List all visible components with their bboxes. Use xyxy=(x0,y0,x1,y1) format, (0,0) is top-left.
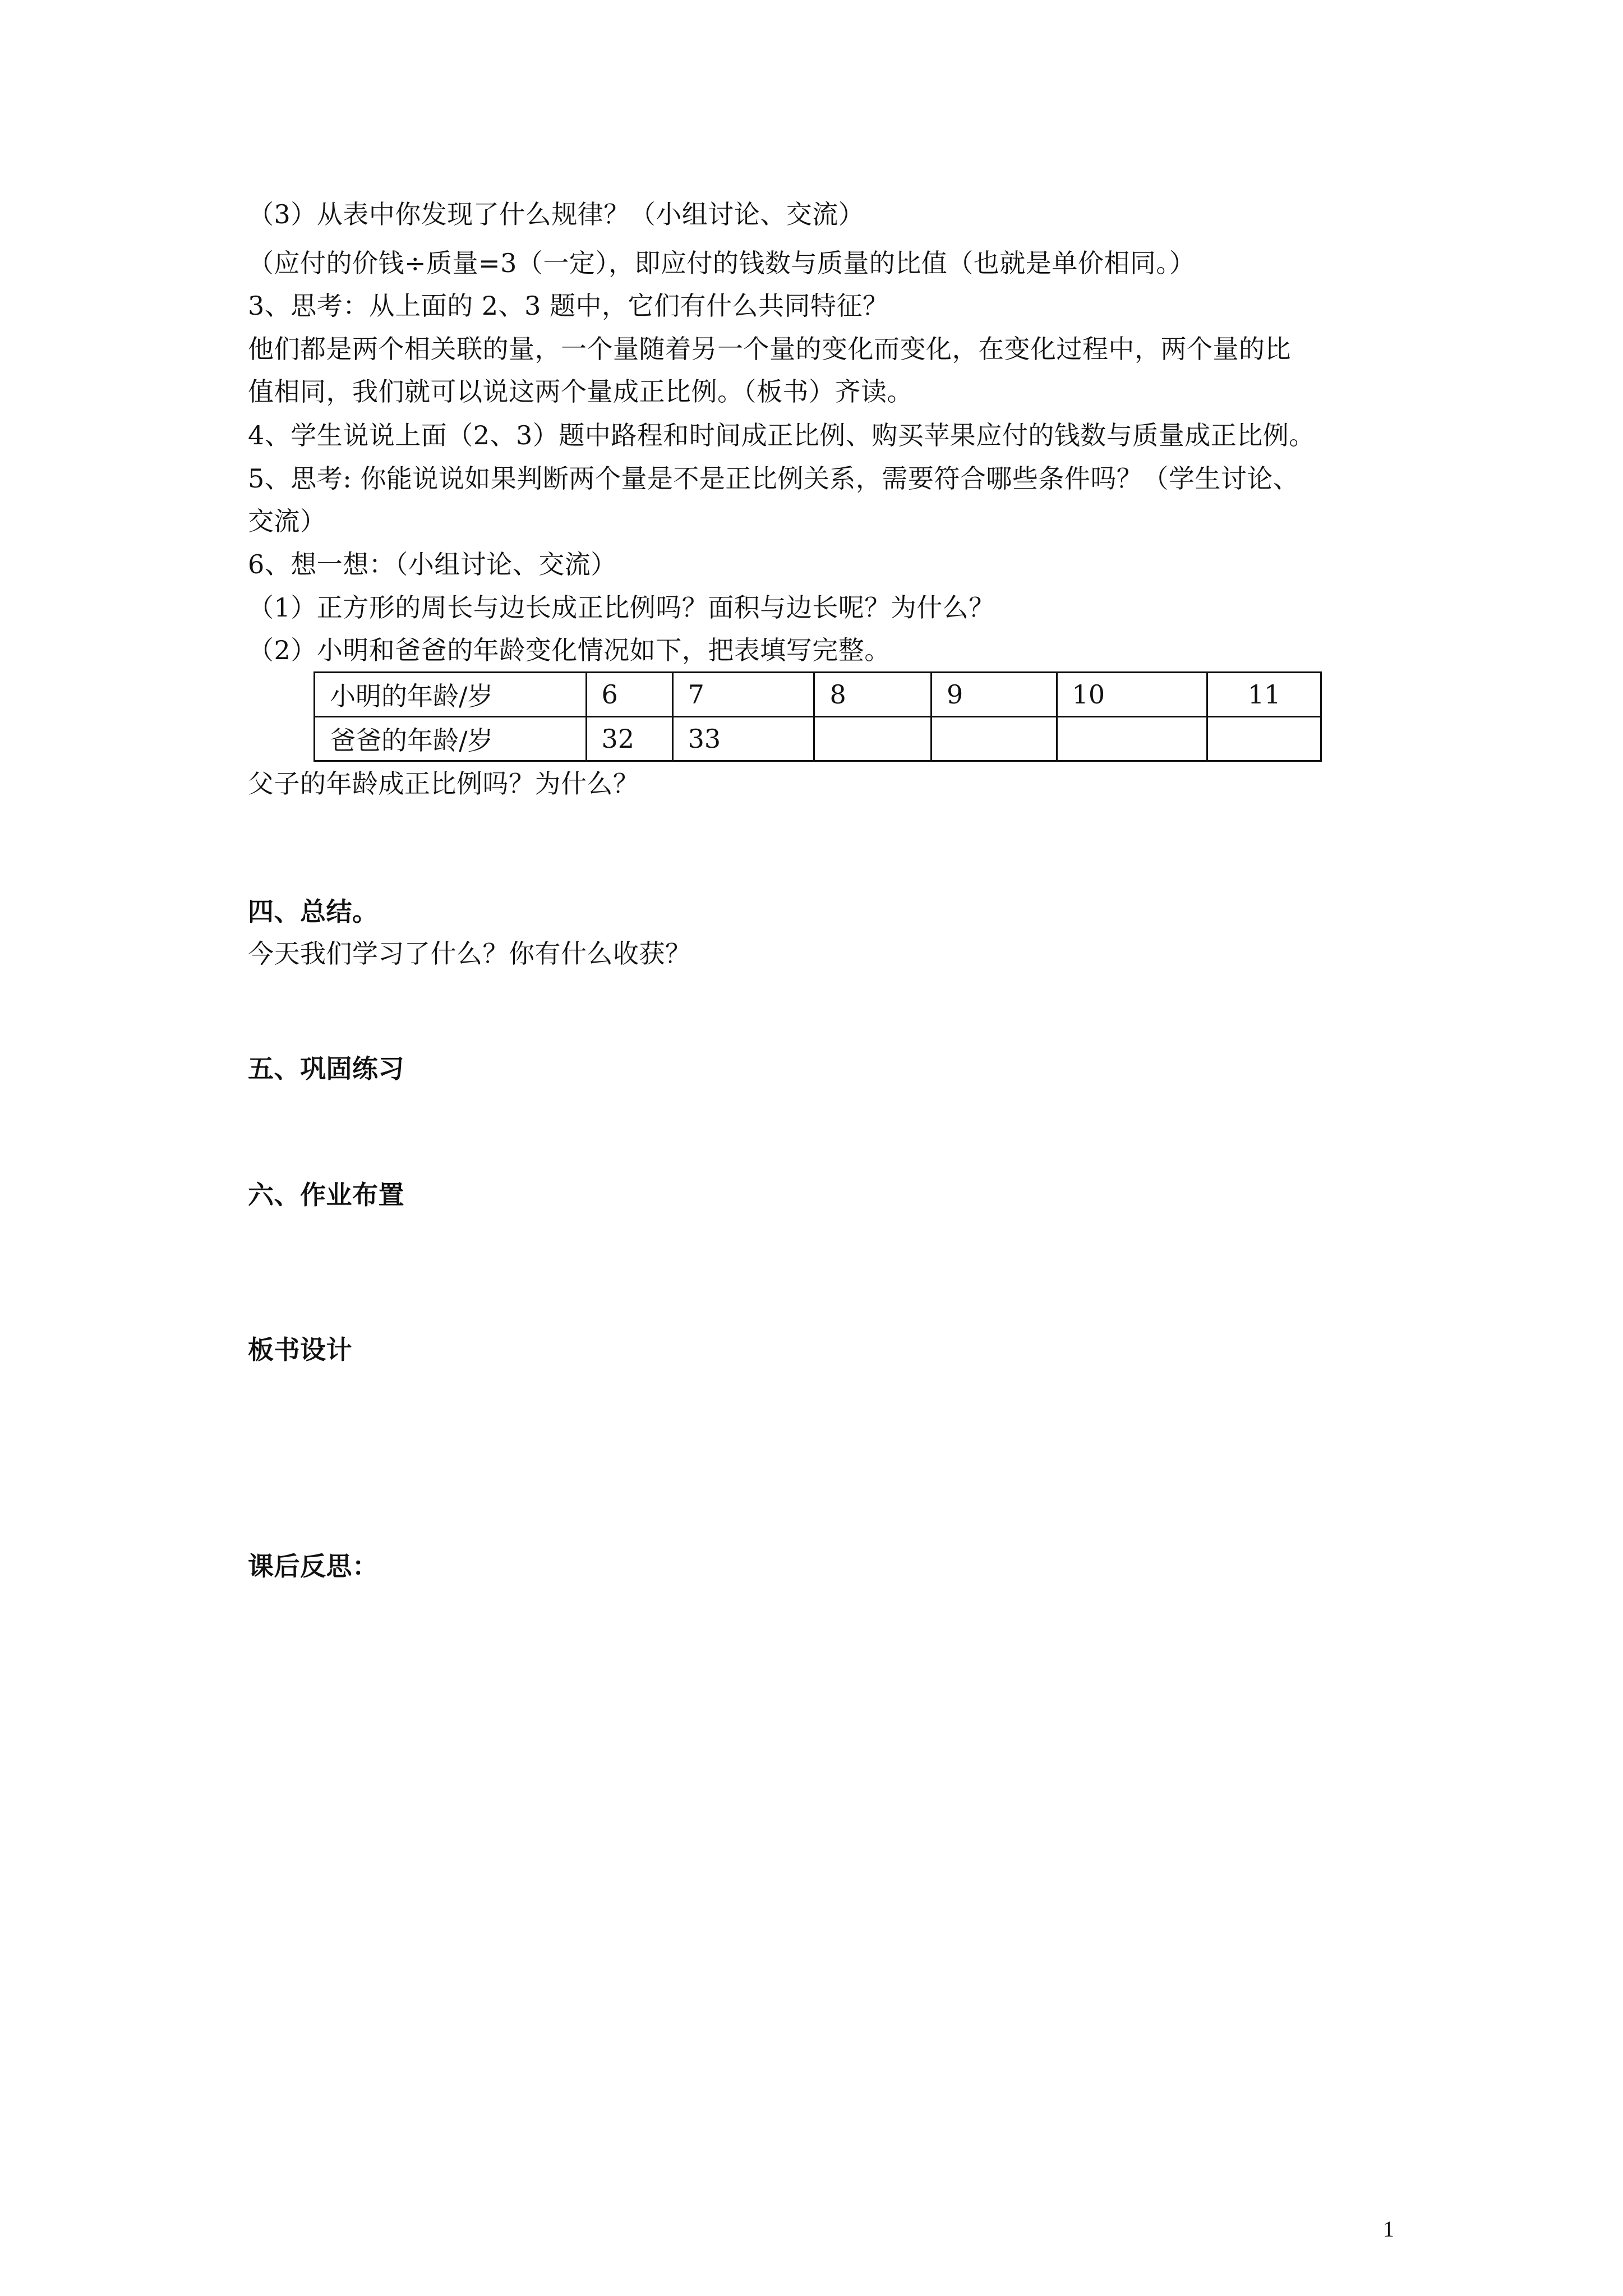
square-question: （1）正方形的周长与边长成正比例吗？面积与边长呢？为什么？ xyxy=(248,592,995,623)
table-cell: 8 xyxy=(814,673,932,717)
section-homework-heading: 六、作业布置 xyxy=(248,1180,404,1210)
age-proportion-question: 父子的年龄成正比例吗？为什么？ xyxy=(248,769,639,799)
table-row xyxy=(315,717,1321,761)
think-conditions-line-2: 交流） xyxy=(248,506,326,536)
table-cell: 10 xyxy=(1057,673,1207,717)
summary-question: 今天我们学习了什么？你有什么收获？ xyxy=(248,938,691,969)
table-cell: 7 xyxy=(672,673,814,717)
question-3-discovery: （3）从表中你发现了什么规律？（小组讨论、交流） xyxy=(248,199,865,229)
table-cell: 32 xyxy=(586,717,672,761)
section-practice-heading: 五、巩固练习 xyxy=(248,1053,404,1084)
table-cell-label: 小明的年龄/岁 xyxy=(315,673,587,717)
table-cell xyxy=(1057,717,1207,761)
table-cell-label: 爸爸的年龄/岁 xyxy=(315,717,587,761)
table-cell: 9 xyxy=(931,673,1057,717)
reflection-heading: 课后反思： xyxy=(248,1551,379,1581)
age-table xyxy=(313,671,1322,762)
table-cell xyxy=(814,717,932,761)
think-common-features: 3、思考：从上面的 2、3 题中，它们有什么共同特征？ xyxy=(248,291,889,321)
table-cell: 6 xyxy=(586,673,672,717)
table-cell: 33 xyxy=(672,717,814,761)
age-question: （2）小明和爸爸的年龄变化情况如下，把表填写完整。 xyxy=(248,635,891,665)
table-cell: 11 xyxy=(1207,673,1321,717)
table-cell xyxy=(931,717,1057,761)
definition-line-2: 值相同，我们就可以说这两个量成正比例。（板书）齐读。 xyxy=(248,376,913,407)
table-row xyxy=(315,673,1321,717)
unit-price-explanation: （应付的价钱÷质量=3（一定），即应付的钱数与质量的比值（也就是单价相同。） xyxy=(248,248,1196,278)
student-explanation: 4、学生说说上面（2、3）题中路程和时间成正比例、购买苹果应付的钱数与质量成正比例。 xyxy=(248,420,1315,450)
page-number: 1 xyxy=(1383,2216,1394,2242)
section-summary-heading: 四、总结。 xyxy=(248,896,379,927)
definition-line-1: 他们都是两个相关联的量，一个量随着另一个量的变化而变化，在变化过程中，两个量的比 xyxy=(248,334,1291,364)
reflect-prompt: 6、想一想：（小组讨论、交流） xyxy=(248,549,617,579)
think-conditions-line-1: 5、思考: 你能说说如果判断两个量是不是正比例关系，需要符合哪些条件吗？（学生讨论、 xyxy=(248,463,1299,494)
table-cell xyxy=(1207,717,1321,761)
board-design-heading: 板书设计 xyxy=(248,1335,352,1365)
